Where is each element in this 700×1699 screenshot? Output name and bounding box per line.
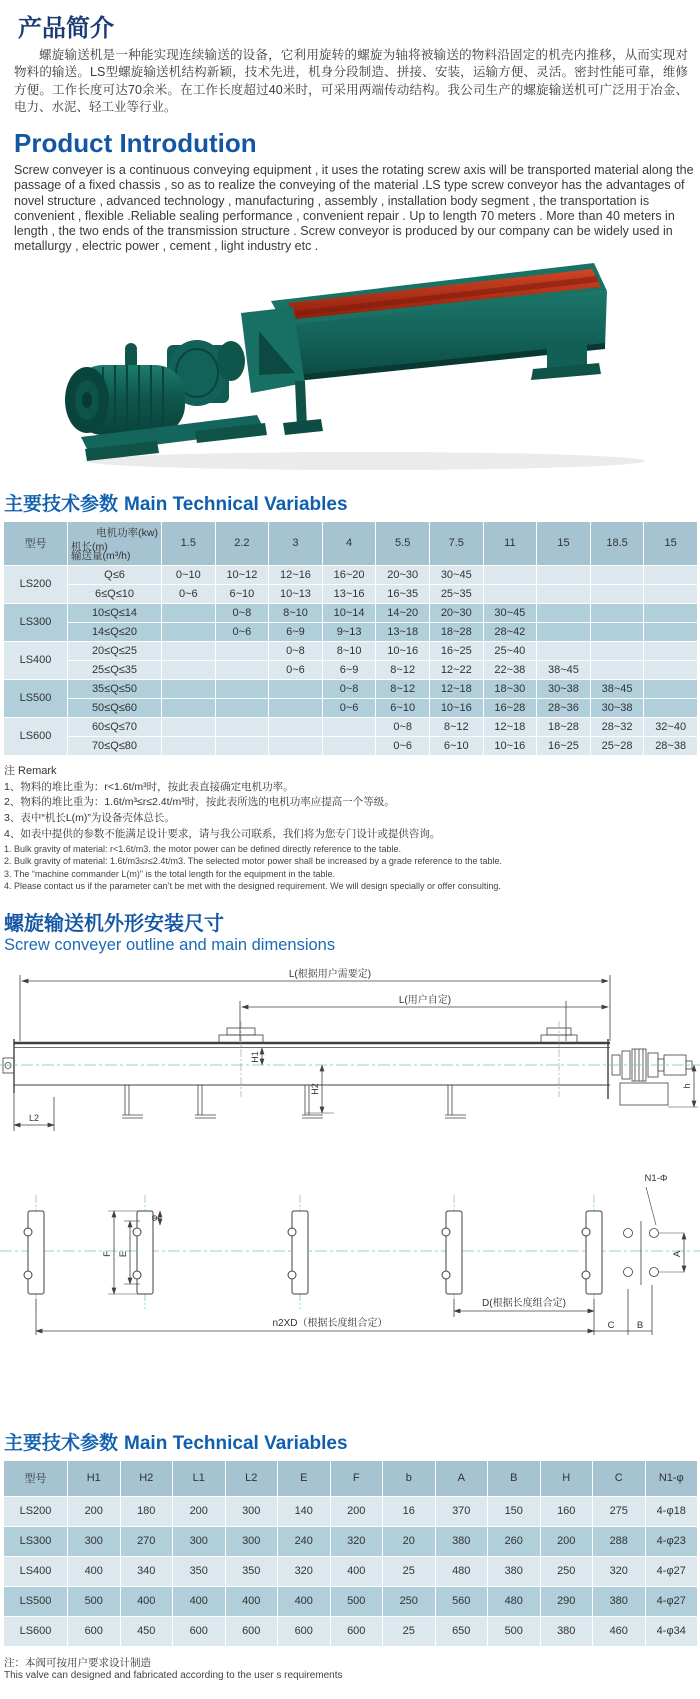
table-cell [269,717,323,736]
column-header: H2 [120,1460,173,1496]
table-cell: 600 [330,1616,383,1646]
table-cell: 28~38 [644,736,698,755]
flange-profile [24,1211,44,1294]
table2-header-row [4,1460,698,1496]
power-column-header: 4 [322,521,376,565]
table-cell: 600 [173,1616,226,1646]
page-title-cn: 产品简介 [18,15,114,42]
capacity-range-cell: 14≤Q≤20 [68,622,162,641]
table-cell [162,641,216,660]
table-cell: 25 [383,1556,436,1586]
flange-profile [582,1211,602,1294]
table-cell: 300 [173,1526,226,1556]
table-cell: 480 [435,1556,488,1586]
remark-en-line: 1. Bulk gravity of material: r<1.6t/m3. the motor power can be defined directly reference to the table. [4,843,401,854]
table-cell [537,584,591,603]
table-cell: 20 [383,1526,436,1556]
model-cell: LS600 [4,1616,68,1646]
dim-label-h1: H1 [250,1051,260,1063]
table-cell: 480 [488,1586,541,1616]
model-cell: LS400 [4,1556,68,1586]
table-cell [162,736,216,755]
table-row [4,660,698,679]
table-cell: 300 [225,1496,278,1526]
footer-note [0,1647,700,1699]
dim-label-phi: φ [149,1214,160,1221]
column-header: E [278,1460,331,1496]
outline-heading-cn: 螺旋输送机外形安装尺寸 [4,912,224,935]
table-cell: 200 [173,1496,226,1526]
table-cell [322,736,376,755]
table1-header-row [4,521,698,565]
table-cell [215,679,269,698]
dim-label-d: D(根据长度组合定) [482,1297,566,1309]
table-cell [537,565,591,584]
table-cell: 370 [435,1496,488,1526]
capacity-range-cell: 6≤Q≤10 [68,584,162,603]
table-cell [269,736,323,755]
column-header: b [383,1460,436,1496]
flange-profile [442,1211,462,1294]
table-row [4,584,698,603]
table-cell: 4-φ34 [645,1616,698,1646]
table-cell [590,565,644,584]
table-cell: 12~16 [269,565,323,584]
table-cell [537,603,591,622]
dim-label-user-length: L(用户自定) [398,994,452,1006]
power-column-header: 5.5 [376,521,430,565]
table-cell: 350 [225,1556,278,1586]
dimensions-table [3,1460,698,1647]
table-cell: 300 [225,1526,278,1556]
model-cell: LS400 [4,641,68,679]
table-cell: 270 [120,1526,173,1556]
machine-length-label: 机长(m) [71,540,108,553]
table-cell: 500 [330,1586,383,1616]
table-cell [537,641,591,660]
table-cell: 650 [435,1616,488,1646]
table-cell: 10~13 [269,584,323,603]
table-cell: 400 [68,1556,121,1586]
table-cell [644,603,698,622]
column-header: N1-φ [645,1460,698,1496]
table-cell: 400 [278,1586,331,1616]
table-cell: 380 [540,1616,593,1646]
table-cell [162,603,216,622]
model-cell: LS200 [4,1496,68,1526]
table-cell: 240 [278,1526,331,1556]
dim-label-e: E [118,1250,129,1258]
table-cell [590,584,644,603]
flange-profile [288,1211,308,1294]
table-cell: 600 [278,1616,331,1646]
table-cell: 288 [593,1526,646,1556]
table-cell: 200 [330,1496,383,1526]
table-cell [590,622,644,641]
column-header: F [330,1460,383,1496]
table-cell: 8~12 [376,679,430,698]
table-cell: 0~6 [269,660,323,679]
table-cell: 0~8 [322,679,376,698]
table-cell [644,584,698,603]
table-cell: 10~14 [322,603,376,622]
capacity-range-cell: 20≤Q≤25 [68,641,162,660]
table-cell: 30~45 [429,565,483,584]
table-cell: 16~28 [483,698,537,717]
table-cell: 160 [540,1496,593,1526]
table-cell [215,698,269,717]
model-cell: LS500 [4,1586,68,1616]
remark-cn-line: 3、表中“机长L(m)”为设备壳体总长。 [4,812,175,824]
table-row [4,1496,698,1526]
outline-drawing-side-view [0,965,700,1145]
table-cell: 4-φ27 [645,1556,698,1586]
power-column-header: 15 [537,521,591,565]
table-cell: 10~16 [483,736,537,755]
table-cell: 290 [540,1586,593,1616]
table-cell: 16 [383,1496,436,1526]
table-cell: 0~8 [376,717,430,736]
table-row [4,717,698,736]
table-cell: 20~30 [429,603,483,622]
table-cell: 0~6 [376,736,430,755]
table-cell [162,622,216,641]
table-cell: 560 [435,1586,488,1616]
power-column-header: 18.5 [590,521,644,565]
table-cell: 8~10 [269,603,323,622]
capacity-range-cell: 60≤Q≤70 [68,717,162,736]
table-cell: 4-φ23 [645,1526,698,1556]
table-cell: 28~36 [537,698,591,717]
model-cell: LS600 [4,717,68,755]
screw-conveyor-photo [45,261,655,476]
page-title-en: Product Introdution [14,128,257,158]
table-row [4,565,698,584]
table-cell: 0~8 [215,603,269,622]
table-cell: 320 [330,1526,383,1556]
table-row [4,1526,698,1556]
table-cell [162,717,216,736]
flange-profile [133,1211,153,1294]
table-cell: 30~45 [483,603,537,622]
product-photo-container [0,261,700,479]
table-cell: 10~12 [215,565,269,584]
model-cell: LS300 [4,603,68,641]
column-header: L2 [225,1460,278,1496]
power-column-header: 1.5 [162,521,216,565]
table-cell: 250 [383,1586,436,1616]
table-cell: 8~12 [429,717,483,736]
table-row [4,622,698,641]
table-cell [483,584,537,603]
table-cell [590,641,644,660]
table-cell: 320 [278,1556,331,1586]
table-row [4,698,698,717]
remark-cn-line: 4、如表中提供的参数不能满足设计要求，请与我公司联系，我们将为您专门设计或提供咨询。 [4,827,441,840]
column-header: C [593,1460,646,1496]
table-cell [644,641,698,660]
dim-label-h: h [682,1083,692,1089]
table-cell [644,698,698,717]
table-cell: 8~12 [376,660,430,679]
remark-en-line: 2. Bulk gravity of material: 1.6t/m3≤r≤2.4t/m3. The selected motor power shall be increased by a grade reference to the table. [4,856,502,867]
dim-label-f: F [102,1250,113,1257]
table-cell: 275 [593,1496,646,1526]
section-heading-en: Main Technical Variables [124,493,348,515]
table-cell: 12~18 [429,679,483,698]
table-cell [483,565,537,584]
table-cell: 6~9 [269,622,323,641]
capacity-range-cell: 70≤Q≤80 [68,736,162,755]
table-cell: 200 [540,1526,593,1556]
table-cell: 25 [383,1616,436,1646]
table-row [4,641,698,660]
table-cell [215,641,269,660]
table-cell [644,622,698,641]
table-cell: 6~9 [322,660,376,679]
remark-en-line: 3. The “machine commander L(m)” is the total length for the equipment in the table. [4,868,336,879]
table-cell: 4-φ27 [645,1586,698,1616]
table-cell: 16~35 [376,584,430,603]
table-cell: 0~6 [322,698,376,717]
table-cell: 16~25 [429,641,483,660]
table-cell: 10~16 [376,641,430,660]
table-row [4,1556,698,1586]
table-cell: 140 [278,1496,331,1526]
section-heading-params1 [0,479,700,521]
table-cell: 0~6 [215,622,269,641]
table-cell: 30~38 [537,679,591,698]
footer-note-cn: 注：本阀可按用户要求设计制造 [4,1656,151,1669]
intro-paragraph-cn: 螺旋输送机是一种能实现连续输送的设备，它利用旋转的螺旋为轴将被输送的物料沿固定的机壳内推移，从而实现对物料的输送。LS型螺旋输送机结构新颖，技术先进，机身分段制造、拼接、安装，运输方便、灵活。密封性能可靠，维修方便。工作长度可达70余米。在工作长度超过40米时，可采用两端传动结构。我公司生产的螺旋输送机可广泛用于冶金、电力、水泥、轻工业等行业。 [14,48,688,114]
table-cell: 30~38 [590,698,644,717]
table-row [4,736,698,755]
table-cell: 400 [225,1586,278,1616]
dim-label-c: C [607,1319,615,1331]
table-cell: 20~30 [376,565,430,584]
table-row [4,679,698,698]
table-cell: 0~10 [162,565,216,584]
table-cell: 6~10 [429,736,483,755]
table-cell: 9~13 [322,622,376,641]
model-cell: LS300 [4,1526,68,1556]
table-cell: 28~32 [590,717,644,736]
table-cell [644,660,698,679]
capacity-range-cell: 35≤Q≤50 [68,679,162,698]
column-header: B [488,1460,541,1496]
remark-block [0,756,700,893]
remark-cn-list [4,780,700,843]
table-cell: 350 [173,1556,226,1586]
table-cell: 22~38 [483,660,537,679]
table-cell: 600 [68,1616,121,1646]
table1-diagonal-header [68,521,162,565]
power-column-header: 7.5 [429,521,483,565]
power-column-header: 3 [269,521,323,565]
table2-body [4,1496,698,1646]
table-cell: 380 [435,1526,488,1556]
table-cell [215,660,269,679]
table-cell: 450 [120,1616,173,1646]
column-header: H1 [68,1460,121,1496]
power-column-header: 11 [483,521,537,565]
table-cell [269,679,323,698]
dim-label-overall-length: L(根据用户需要定) [288,968,372,980]
table-cell [215,736,269,755]
section-heading-params2 [0,1418,700,1460]
intro-paragraph-en: Screw conveyer is a continuous conveying equipment , it uses the rotating screw axis will be transported material along the passage of a fixed chassis , so as to realize the conveying of the material .LS type screw conveyor has the advantages of novel structure , advanced technology , manufacturing , assembly , installation body segment , the transportation is convenient , flexible .Reliable sealing performance , convenient repair . Up to length 70 meters . More than 40 meters in length , the two ends of the transmission structure . Screw conveyor is produced by our company can be widely used in metallurgy , electric power , cement , light industry etc . [14,163,694,254]
power-column-header: 15 [644,521,698,565]
outline-heading-en: Screw conveyer outline and main dimensions [4,935,336,954]
table-cell: 400 [173,1586,226,1616]
capacity-range-cell: Q≤6 [68,565,162,584]
table-cell: 400 [330,1556,383,1586]
table-cell: 500 [488,1616,541,1646]
table-cell: 14~20 [376,603,430,622]
model-cell: LS500 [4,679,68,717]
table-cell: 13~18 [376,622,430,641]
model-cell: LS200 [4,565,68,603]
section-heading-en: Main Technical Variables [124,1432,348,1454]
table-cell [215,717,269,736]
table-cell: 460 [593,1616,646,1646]
table-cell: 25~40 [483,641,537,660]
table-cell: 250 [540,1556,593,1586]
table-cell: 0~8 [269,641,323,660]
table1-model-header: 型号 [4,521,68,565]
section-heading-cn: 主要技术参数 [4,1432,119,1454]
remark-title: 注 Remark [4,764,57,777]
table-cell [590,660,644,679]
table-cell: 340 [120,1556,173,1586]
table-cell: 10~16 [429,698,483,717]
table-cell [162,660,216,679]
power-column-header: 2.2 [215,521,269,565]
table-cell: 28~42 [483,622,537,641]
main-technical-table [3,521,698,756]
capacity-range-cell: 50≤Q≤60 [68,698,162,717]
table-cell [322,717,376,736]
table-cell: 18~28 [537,717,591,736]
table-cell: 260 [488,1526,541,1556]
capacity-range-cell: 10≤Q≤14 [68,603,162,622]
table-cell: 13~16 [322,584,376,603]
table-cell: 4-φ18 [645,1496,698,1526]
table-cell: 12~18 [483,717,537,736]
outline-drawing-plan-view [0,1159,700,1354]
table-cell: 380 [593,1586,646,1616]
table-cell: 18~30 [483,679,537,698]
table-row [4,1586,698,1616]
table-cell [537,622,591,641]
table-cell: 500 [68,1586,121,1616]
table-cell: 32~40 [644,717,698,736]
column-header: L1 [173,1460,226,1496]
remark-cn-line: 2、物料的堆比重为：1.6t/m³≤r≤2.4t/m³时，按此表所选的电机功率应提高一个等级。 [4,796,395,809]
table-cell: 16~25 [537,736,591,755]
dim-label-h2: H2 [310,1083,320,1095]
table-cell: 38~45 [537,660,591,679]
table1-body [4,565,698,755]
table-cell: 0~6 [162,584,216,603]
table-cell: 6~10 [215,584,269,603]
table-cell: 600 [225,1616,278,1646]
column-header: A [435,1460,488,1496]
table-cell: 400 [120,1586,173,1616]
column-header: H [540,1460,593,1496]
table-cell [644,679,698,698]
footer-note-en: This valve can designed and fabricated according to the user s requirements [4,1669,343,1681]
table-cell: 12~22 [429,660,483,679]
table-cell [644,565,698,584]
table-cell [590,603,644,622]
remark-en-line: 4. Please contact us if the parameter can’t be met with the designed requirement. We will design specially or offer consulting. [4,881,501,892]
table-cell: 6~10 [376,698,430,717]
table-cell [162,698,216,717]
table-cell [162,679,216,698]
table-cell: 300 [68,1526,121,1556]
dim-label-l2: L2 [28,1112,40,1123]
section-heading-cn: 主要技术参数 [4,493,119,515]
table-cell: 150 [488,1496,541,1526]
table-cell: 320 [593,1556,646,1586]
column-header: 型号 [4,1460,68,1496]
table-row [4,1616,698,1646]
dim-label-a: A [672,1250,683,1258]
table-cell: 25~28 [590,736,644,755]
table-cell [269,698,323,717]
table-cell: 18~28 [429,622,483,641]
table-cell: 38~45 [590,679,644,698]
table-cell: 16~20 [322,565,376,584]
table-cell: 8~10 [322,641,376,660]
table-row [4,603,698,622]
table-cell: 25~35 [429,584,483,603]
motor-power-label: 电机功率(kw) [96,526,158,539]
capacity-label: 输送量(m³/h) [71,549,131,562]
remark-en-list [4,843,700,893]
dim-label-n2xd: n2XD（根据长度组合定） [272,1317,388,1329]
capacity-range-cell: 25≤Q≤35 [68,660,162,679]
table-cell: 200 [68,1496,121,1526]
dim-label-b: B [636,1319,644,1331]
table-cell: 180 [120,1496,173,1526]
dim-label-n1-phi: N1-Φ [644,1172,668,1184]
remark-cn-line: 1、物料的堆比重为：r<1.6t/m³时，按此表直接确定电机功率。 [4,780,294,793]
table-cell: 380 [488,1556,541,1586]
